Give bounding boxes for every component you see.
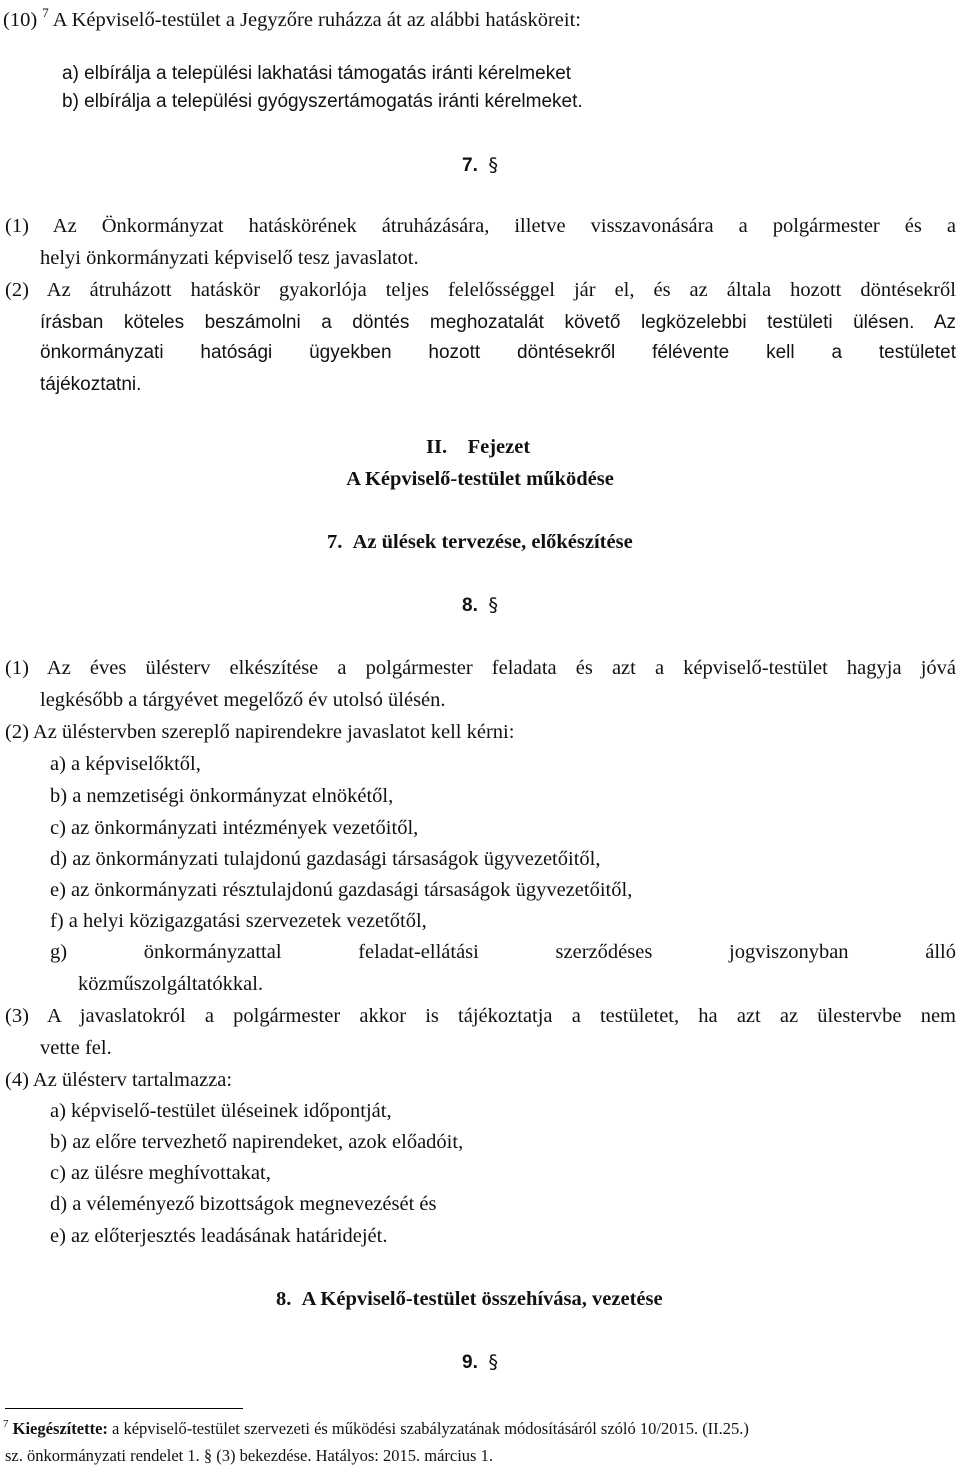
list-item: c) az önkormányzati intézmények vezetőitől, xyxy=(50,817,419,839)
list-item: e) az előterjesztés leadásának határidejét. xyxy=(50,1225,388,1247)
footnote-separator xyxy=(5,1408,243,1409)
sec8-paragraph-3-line-1: (3) A javaslatokról a polgármester akkor is tájékoztatja a testületet, ha azt az ülestervbe nem xyxy=(5,1005,956,1027)
section-symbol: § xyxy=(488,594,498,616)
list-item: b) elbírálja a települési gyógyszertámogatás iránti kérelmeket. xyxy=(62,91,583,112)
section-heading-8: 8. § xyxy=(462,594,498,616)
list-item: b) a nemzetiségi önkormányzat elnökétől, xyxy=(50,785,394,807)
section-symbol: § xyxy=(488,1351,498,1373)
list-item: d) az önkormányzati tulajdonú gazdasági társaságok ügyvezetőitől, xyxy=(50,848,601,870)
footnote-text: a képviselő-testület szervezeti és működési szabályzatának módosításáról szóló 10/2015. (II.25.) xyxy=(112,1419,749,1438)
sec7-paragraph-2-line-1: (2) Az átruházott hatáskör gyakorlója teljes felelősséggel jár el, és az általa hozott döntésekről xyxy=(5,279,956,301)
sec8-paragraph-1-line-2: legkésőbb a tárgyévet megelőző év utolsó ülésén. xyxy=(40,689,446,711)
paragraph-text: A Képviselő-testület a Jegyzőre ruházza át az alábbi hatásköreit: xyxy=(52,9,581,31)
section-symbol: § xyxy=(488,154,498,176)
sec8-paragraph-2-heading: (2) Az üléstervben szereplő napirendekre javaslatot kell kérni: xyxy=(5,721,515,743)
list-item: f) a helyi közigazgatási szervezetek vezetőtől, xyxy=(50,910,427,932)
list-item: g) önkormányzattal feladat-ellátási szerződéses jogviszonyban álló xyxy=(50,941,956,963)
footnote-number: 7 xyxy=(3,1418,9,1430)
chapter-label: Fejezet xyxy=(467,436,531,458)
sec7-paragraph-2-line-4: tájékoztatni. xyxy=(40,374,142,395)
list-item: b) az előre tervezhető napirendeket, azok előadóit, xyxy=(50,1131,464,1153)
list-item: a) elbírálja a települési lakhatási támogatás iránti kérelmeket xyxy=(62,63,572,84)
sec7-paragraph-2-line-2: írásban köteles beszámolni a döntés meghozatalát követő legközelebbi testületi ülésen. Az xyxy=(40,312,956,333)
sec8-paragraph-1-line-1: (1) Az éves ülésterv elkészítése a polgármester feladata és azt a képviselő-testület hagyja jóvá xyxy=(5,657,956,679)
list-item: d) a véleményező bizottságok megnevezését és xyxy=(50,1193,437,1215)
sec8-paragraph-3-line-2: vette fel. xyxy=(40,1037,112,1059)
paragraph-number: (10) xyxy=(3,9,38,31)
footnote-ref: 7 xyxy=(42,5,49,20)
chapter-heading xyxy=(426,434,530,460)
sec7-paragraph-1-line-2: helyi önkormányzati képviselő tesz javaslatot. xyxy=(40,247,419,269)
section-heading-7: 7. § xyxy=(462,154,498,176)
paragraph-10-heading xyxy=(3,7,581,33)
section-heading-9: 9. § xyxy=(462,1351,498,1373)
list-item-continuation: közműszolgáltatókkal. xyxy=(78,973,264,995)
subtitle-heading: 8. A Képviselő-testület összehívása, vezetése xyxy=(276,1288,663,1310)
list-item: a) a képviselőktől, xyxy=(50,753,201,775)
footnote-line-1 xyxy=(3,1418,749,1440)
footnote-label: Kiegészítette: xyxy=(12,1419,108,1438)
footnote-line-2: sz. önkormányzati rendelet 1. § (3) bekezdése. Hatályos: 2015. március 1. xyxy=(5,1446,493,1465)
sec8-paragraph-4-heading: (4) Az ülésterv tartalmazza: xyxy=(5,1069,233,1091)
chapter-title: A Képviselő-testület működése xyxy=(346,468,614,490)
list-item: e) az önkormányzati résztulajdonú gazdasági társaságok ügyvezetőitől, xyxy=(50,879,633,901)
subtitle-heading: 7. Az ülések tervezése, előkészítése xyxy=(327,531,633,553)
chapter-number: II. xyxy=(426,436,448,458)
list-item: a) képviselő-testület üléseinek időpontját, xyxy=(50,1100,392,1122)
sec7-paragraph-2-line-3: önkormányzati hatósági ügyekben hozott döntésekről félévente kell a testületet xyxy=(40,342,956,363)
list-item: c) az ülésre meghívottakat, xyxy=(50,1162,271,1184)
sec7-paragraph-1-line-1: (1) Az Önkormányzat hatáskörének átruházására, illetve visszavonására a polgármester és a xyxy=(5,215,956,237)
